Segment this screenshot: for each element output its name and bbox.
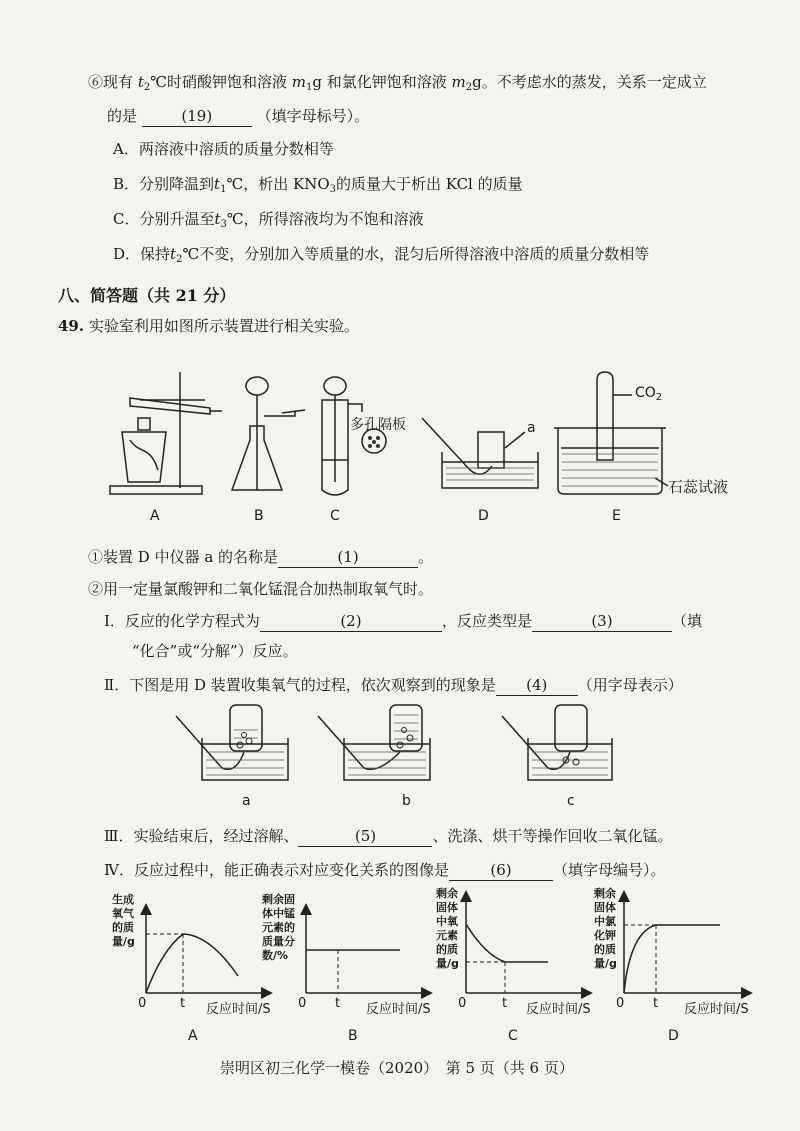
q6-line1: ⑥现有 $t_2℃$时硝酸钾饱和溶液 $m_1g$ 和氯化钾饱和溶液 $m_2g$。不考虑水的蒸发，关系一定成立	[88, 73, 707, 93]
page-footer: 崇明区初三化学一模卷（2020） 第 5 页（共 6 页）	[220, 1059, 574, 1077]
q49-part2-iv: Ⅳ．反应过程中，能正确表示对应变化关系的图像是 (6) （填字母编号）。	[104, 861, 666, 879]
graph-d-ylabel: 剩余 固体 中氯 化钾 的质 量/g	[594, 887, 617, 970]
graph-d-xlabel: 反应时间/S	[684, 1002, 749, 1017]
graph-a-origin: 0	[138, 996, 147, 1011]
answer-blank-1[interactable]: (1)	[278, 547, 418, 568]
answer-blank-5[interactable]: (5)	[298, 826, 432, 847]
answer-blank-19[interactable]: (19)	[142, 106, 252, 127]
collection-label-c: c	[567, 793, 575, 809]
graph-c-letter: C	[508, 1028, 518, 1044]
graph-b-tick: t	[335, 996, 341, 1011]
apparatus-label-a: A	[150, 508, 160, 524]
instrument-a-label: a	[527, 420, 536, 436]
graph-b-letter: B	[348, 1028, 358, 1044]
graph-d-letter: D	[668, 1028, 679, 1044]
graph-a-xlabel: 反应时间/S	[206, 1002, 271, 1017]
q49-part2-ii: Ⅱ．下图是用 D 装置收集氧气的过程，依次观察到的现象是 (4) （用字母表示）	[104, 676, 683, 694]
graph-c-tick: t	[502, 996, 508, 1011]
porous-plate-label: 多孔隔板	[350, 417, 406, 433]
q6-option-b: B．分别降温到$t_1℃$，析出 $KNO_3$的质量大于析出 KCl 的质量	[113, 175, 523, 195]
graph-a-curve	[146, 934, 238, 993]
co2-label: $CO_2$	[635, 385, 663, 403]
q49-part2-iii: Ⅲ．实验结束后，经过溶解、 (5) 、洗涤、烘干等操作回收二氧化锰。	[104, 827, 673, 845]
graph-d-origin: 0	[616, 996, 625, 1011]
q6-option-d: D．保持$t_2℃$不变，分别加入等质量的水，混匀后所得溶液中溶质的质量分数相等	[113, 245, 650, 265]
litmus-label: 石蕊试液	[668, 478, 729, 496]
graph-a-letter: A	[188, 1028, 198, 1044]
graph-b-xlabel: 反应时间/S	[366, 1002, 431, 1017]
graph-b-origin: 0	[298, 996, 307, 1011]
graph-c-ylabel: 剩余 固体 中氧 元素 的质 量/g	[436, 887, 459, 970]
q6-marker: ⑥	[88, 73, 104, 91]
graph-a-ylabel: 生成 氧气 的质 量/g	[112, 893, 135, 948]
graph-b-ylabel: 剩余固 体中锰 元素的 质量分 数/%	[262, 893, 295, 962]
answer-blank-3[interactable]: (3)	[532, 611, 672, 632]
apparatus-label-e: E	[612, 508, 621, 524]
q49-part2-i: Ⅰ．反应的化学方程式为 (2) ，反应类型是 (3) （填	[104, 612, 702, 630]
q6-option-a: A．两溶液中溶质的质量分数相等	[113, 140, 334, 158]
q49-part2: ②用一定量氯酸钾和二氧化锰混合加热制取氧气时。	[88, 580, 434, 598]
q6-option-c: C．分别升温至$t_3℃$，所得溶液均为不饱和溶液	[113, 210, 424, 230]
answer-blank-6[interactable]: (6)	[449, 860, 553, 881]
q49-part2-i-cont: “化合”或“分解”）反应。	[132, 642, 298, 660]
graph-d-curve	[624, 925, 720, 993]
q49-part1: ①装置 D 中仪器 a 的名称是 (1) 。	[88, 548, 434, 566]
q6-line2: 的是 (19) （填字母标号）。	[107, 107, 370, 125]
q49-stem: 49. 实验室利用如图所示装置进行相关实验。	[58, 317, 359, 335]
graph-d-tick: t	[653, 996, 659, 1011]
answer-blank-2[interactable]: (2)	[260, 611, 442, 632]
graph-c-xlabel: 反应时间/S	[526, 1002, 591, 1017]
collection-label-b: b	[402, 793, 411, 809]
graph-a-tick: t	[180, 996, 186, 1011]
graph-c-origin: 0	[458, 996, 467, 1011]
apparatus-label-c: C	[330, 508, 340, 524]
apparatus-label-d: D	[478, 508, 489, 524]
answer-blank-4[interactable]: (4)	[496, 675, 578, 696]
section-heading: 八、简答题（共 21 分）	[58, 286, 236, 305]
collection-label-a: a	[242, 793, 251, 809]
graph-c-curve	[466, 924, 548, 962]
apparatus-label-b: B	[254, 508, 264, 524]
